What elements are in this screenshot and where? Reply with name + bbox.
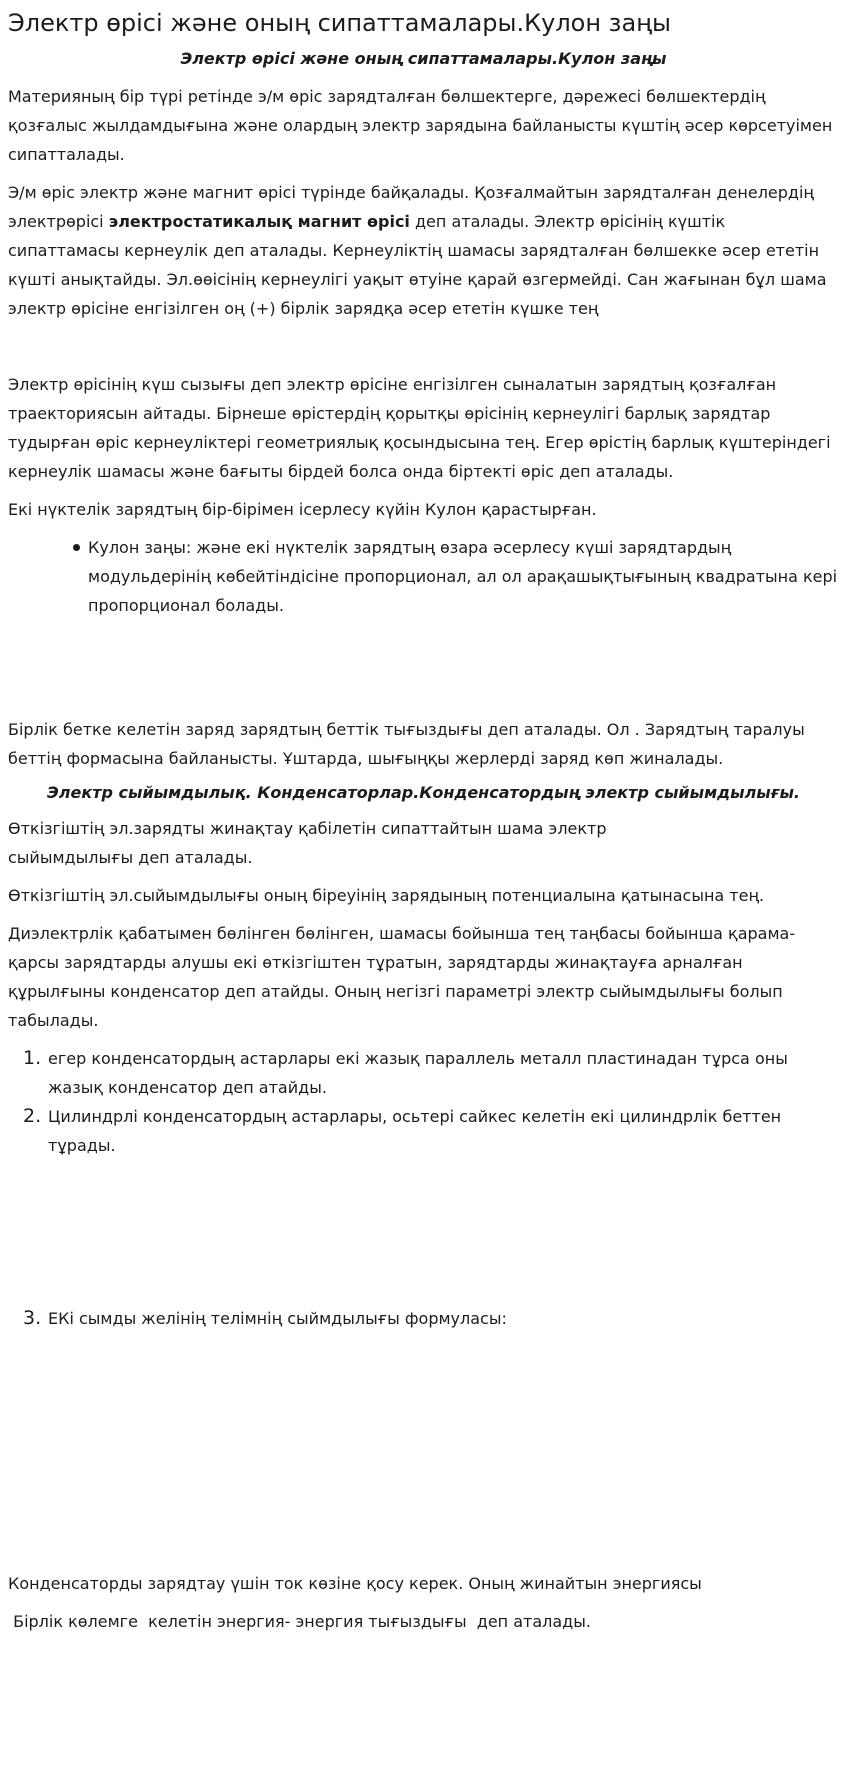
paragraph-field-lines: Электр өрісінің күш сызығы деп электр өрісіне енгізілген сыналатын зарядтың қозғалған траекториясын айтады. Бірнеше өрістердің қорытқы өрісінің кернеулігі барлық зарядтар тудырған өріс кернеуліктері геометриялық қосындысына тең. Егер өрістің барлық күштеріндегі кернеулік шамасы және бағыты бірдей болса онда біртекті өріс деп аталады.: [8, 375, 831, 481]
spacer: [8, 332, 839, 370]
section-heading-electric-field: Электр өрісі және оның сипаттамалары.Кулон заңы: [180, 49, 667, 68]
paragraph-em-field-text-2: деп аталады. Электр өрісінің күштік сипаттамасы кернеулік деп аталады. Кернеуліктің шамасы зарядталған бөлшекке әсер ететін күшті анықтайды. Эл.өөісінің кернеулігі уақыт өтуіне қарай өзгермейді. Сан жағынан бұл шама электр өрісіне енгізілген оң (+) бірлік зарядқа әсер ететін күшке тең: [8, 212, 827, 318]
spacer: [8, 1333, 839, 1569]
paragraph-matter: Материяның бір түрі ретінде э/м өріс зарядталған бөлшектерге, дәрежесі бөлшектердің қозғалыс жылдамдығына және олардың электр зарядына байланысты күштің әсер көрсетуімен сипатталады.: [8, 87, 833, 164]
spacer: [8, 620, 839, 715]
list-item: [23, 1044, 839, 1102]
list-item: [88, 533, 839, 620]
paragraph-em-field: [8, 178, 839, 323]
bullet-text: Кулон заңы: және екі нүктелік зарядтың өзара әсерлесу күші зарядтардың модульдерінің көбейтіндісіне пропорционал, ал ол арақашықтығының квадратына кері пропорционал болады.: [88, 538, 838, 615]
numbered-list: [8, 1044, 839, 1160]
bullet-list: [8, 533, 839, 620]
section-heading-capacitance: Электр сыйымдылық. Конденсаторлар.Конденсатордың электр сыйымдылығы.: [47, 783, 800, 802]
list-item: [23, 1102, 839, 1160]
paragraph-em-field-bold: электростатикалық магнит өрісі: [108, 212, 410, 231]
paragraph-capacitor-charging: Конденсаторды зарядтау үшін ток көзіне қосу керек. Оның жинайтын энергиясы: [8, 1574, 702, 1593]
list-item-text: егер конденсатордың астарлары екі жазық параллель металл пластинадан тұрса оны жазық конденсатор деп атайды.: [48, 1049, 788, 1097]
spacer: [8, 1160, 839, 1304]
paragraph-em-field-text-1: Э/м өріс электр және магнит өрісі түрінде байқалады. Қозғалмайтын зарядталған денелердің электрөрісі: [8, 183, 814, 231]
paragraph-surface-density: Бірлік бетке келетін заряд зарядтың беттік тығыздығы деп аталады. Ол . Зарядтың таралуы беттің формасына байланысты. Ұштарда, шығыңқы жерлерді заряд көп жиналады.: [8, 720, 805, 768]
page-title: Электр өрісі және оның сипаттамалары.Кулон заңы: [8, 9, 671, 37]
paragraph-coulomb-intro: Екі нүктелік зарядтың бір-бірімен ісерлесу күйін Кулон қарастырған.: [8, 500, 597, 519]
paragraph-capacitance-def: Өткізгіштің эл.зарядты жинақтау қабілетін сипаттайтын шама электр сыйымдылығы деп аталады.: [8, 819, 607, 867]
bullet-icon: [73, 544, 80, 551]
paragraph-energy-density: Бірлік көлемге келетін энергия- энергия тығыздығы деп аталады.: [8, 1612, 591, 1631]
numbered-list-continued: [8, 1304, 839, 1333]
list-item-text: ЕКі сымды желінің телімнің сыймдылығы формуласы:: [48, 1309, 507, 1328]
list-number: 2.: [23, 1105, 42, 1127]
list-number: 1.: [23, 1047, 42, 1069]
list-item: [23, 1304, 839, 1333]
list-number: 3.: [23, 1307, 42, 1329]
paragraph-capacitance-ratio: Өткізгіштің эл.сыйымдылығы оның біреуінің зарядының потенциалына қатынасына тең.: [8, 886, 765, 905]
list-item-text: Цилиндрлі конденсатордың астарлары, осьтері сайкес келетін екі цилиндрлік беттен тұрады.: [48, 1107, 782, 1155]
paragraph-capacitor-def: Диэлектрлік қабатымен бөлінген бөлінген, шамасы бойынша тең таңбасы бойынша қарама-қарсы зарядтарды алушы екі өткізгіштен тұратын, зарядтарды жинақтауға арналған құрылғыны конденсатор деп атайды. Оның негізгі параметрі электр сыйымдылығы болып табылады.: [8, 924, 796, 1030]
